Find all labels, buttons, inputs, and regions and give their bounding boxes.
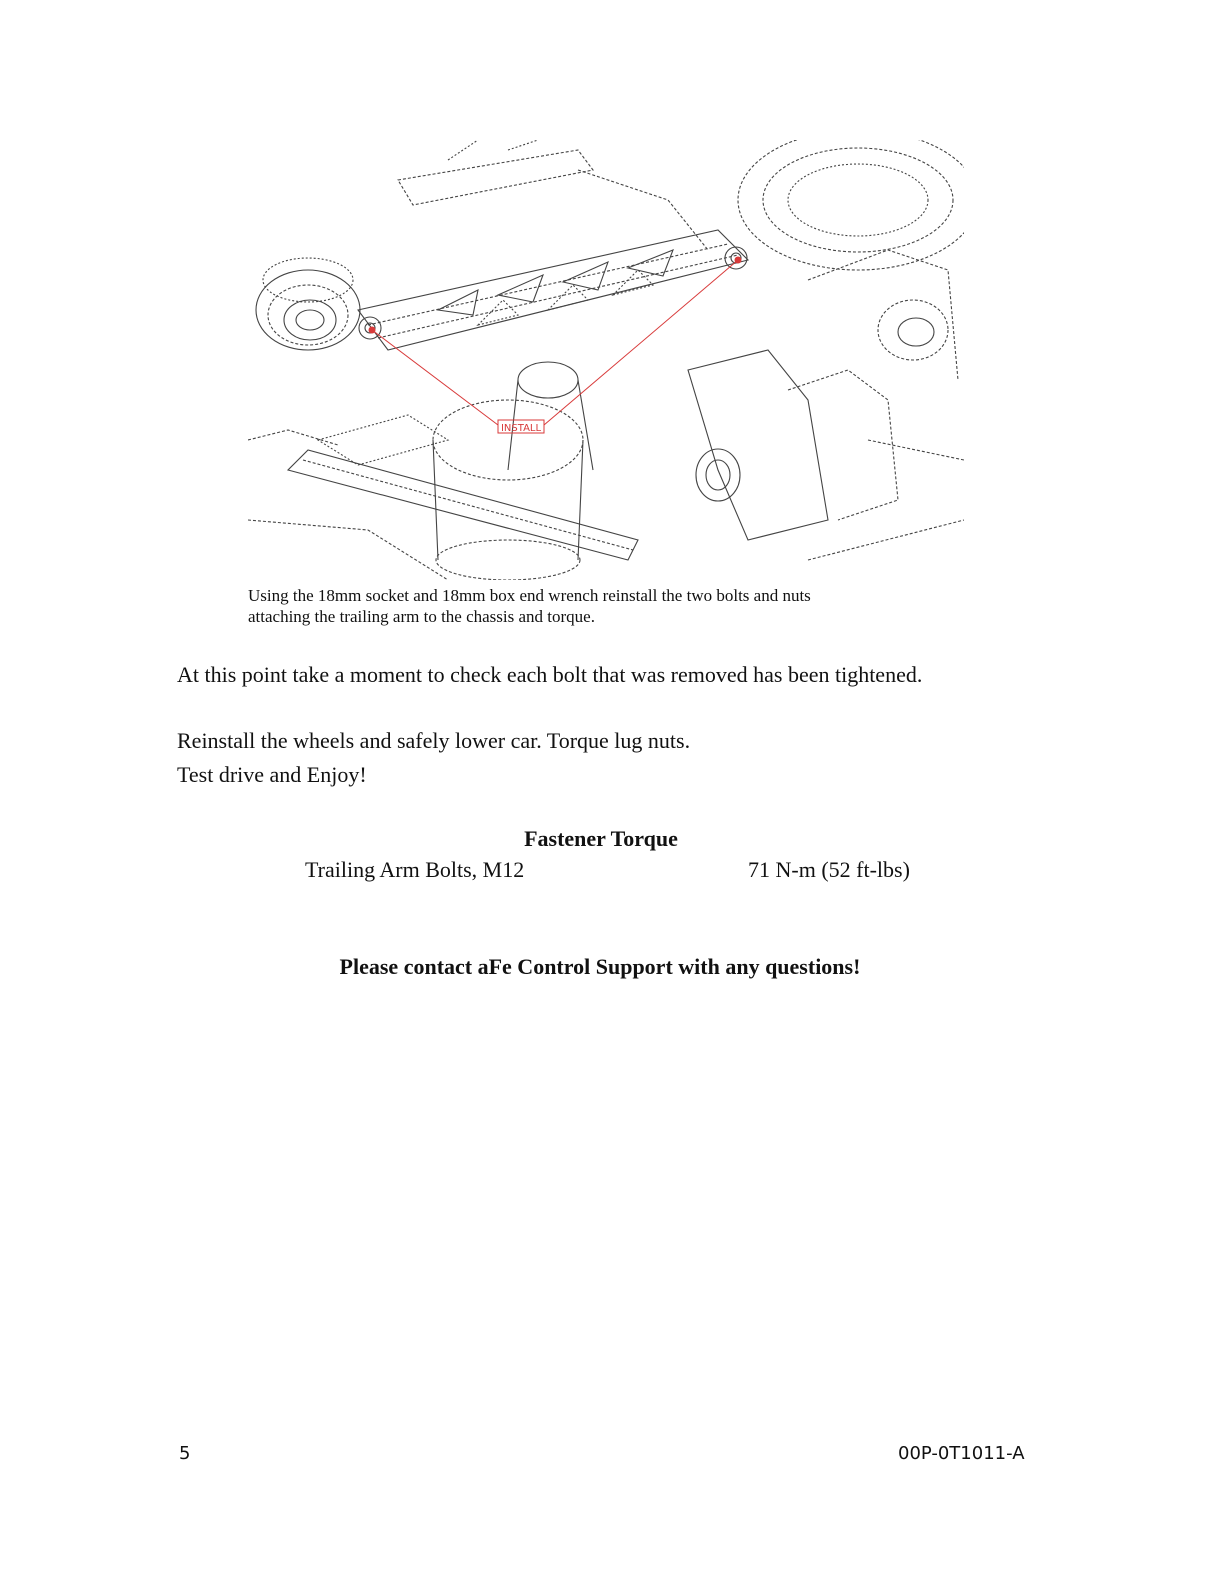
torque-table-title: Fastener Torque — [524, 826, 678, 851]
caption-line-2: attaching the trailing arm to the chassis and torque. — [248, 607, 595, 626]
trailing-arm-diagram — [248, 140, 964, 580]
figure-caption — [248, 585, 928, 627]
page-number: 5 — [179, 1443, 191, 1464]
document-code: 00P-0T1011-A — [898, 1443, 1025, 1464]
caption-line-1: Using the 18mm socket and 18mm box end wrench reinstall the two bolts and nuts — [248, 586, 811, 605]
contact-support-note: Please contact aFe Control Support with any questions! — [339, 954, 861, 979]
install-callout-label: INSTALL — [500, 423, 542, 434]
torque-row-value: 71 N-m (52 ft-lbs) — [748, 857, 910, 882]
test-drive-paragraph: Test drive and Enjoy! — [177, 762, 367, 787]
torque-row-fastener: Trailing Arm Bolts, M12 — [305, 857, 525, 882]
reinstall-wheels-paragraph: Reinstall the wheels and safely lower car. Torque lug nuts. — [177, 728, 691, 753]
check-bolts-paragraph: At this point take a moment to check each bolt that was removed has been tightened. — [177, 662, 923, 687]
